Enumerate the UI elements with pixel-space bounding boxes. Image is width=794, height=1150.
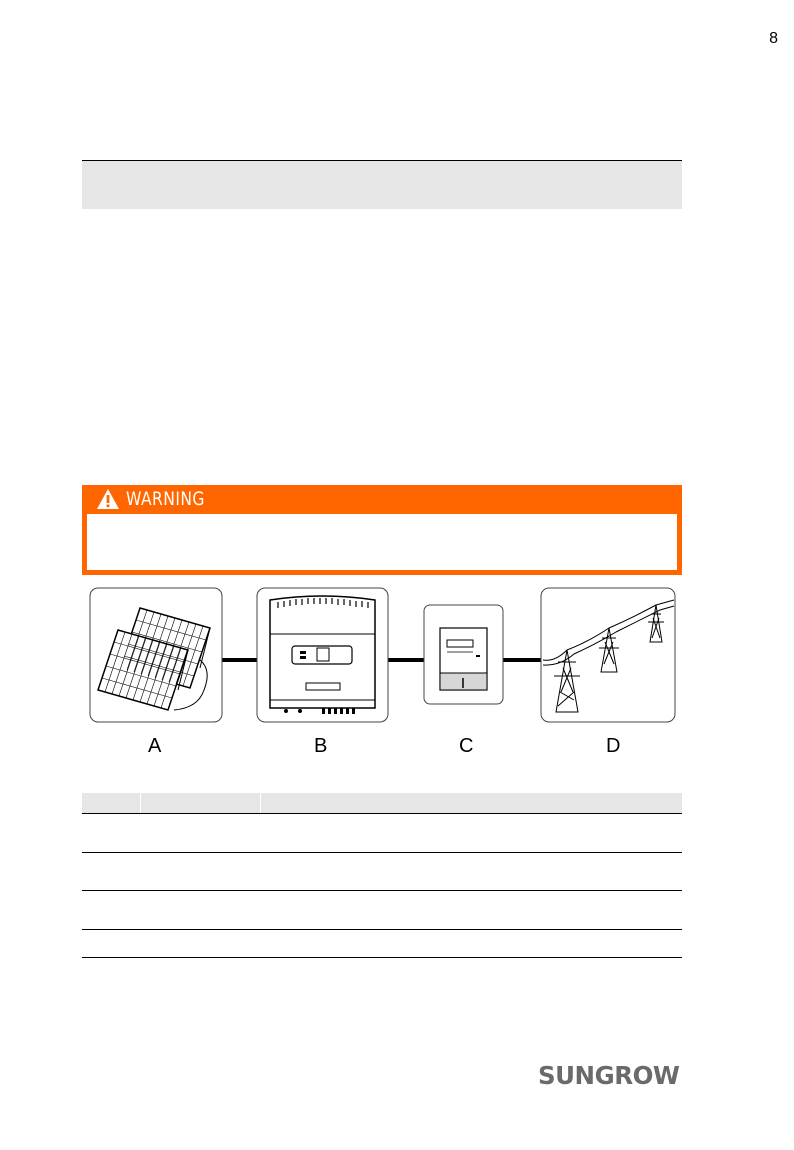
sungrow-logo: SUNGROW xyxy=(538,1061,680,1090)
table-row-divider xyxy=(82,852,682,853)
meter-box xyxy=(424,605,503,704)
table-column-separator xyxy=(140,793,141,813)
table-row-divider xyxy=(82,929,682,930)
pv-panel-box xyxy=(90,588,222,722)
table-row-divider xyxy=(82,890,682,891)
table-header xyxy=(82,793,682,814)
grid-box xyxy=(541,588,675,722)
table-column-separator xyxy=(260,793,261,813)
table-row-divider xyxy=(82,957,682,958)
page-number: 8 xyxy=(769,30,778,47)
figure-label-b: B xyxy=(314,735,328,757)
figure-label-c: C xyxy=(459,735,474,757)
meter-icon xyxy=(440,628,487,690)
warning-title: WARNING xyxy=(126,488,205,510)
inverter-box xyxy=(257,588,388,722)
figure-label-a: A xyxy=(148,735,162,757)
inverter-icon xyxy=(270,596,375,714)
figure-label-d: D xyxy=(606,735,621,757)
